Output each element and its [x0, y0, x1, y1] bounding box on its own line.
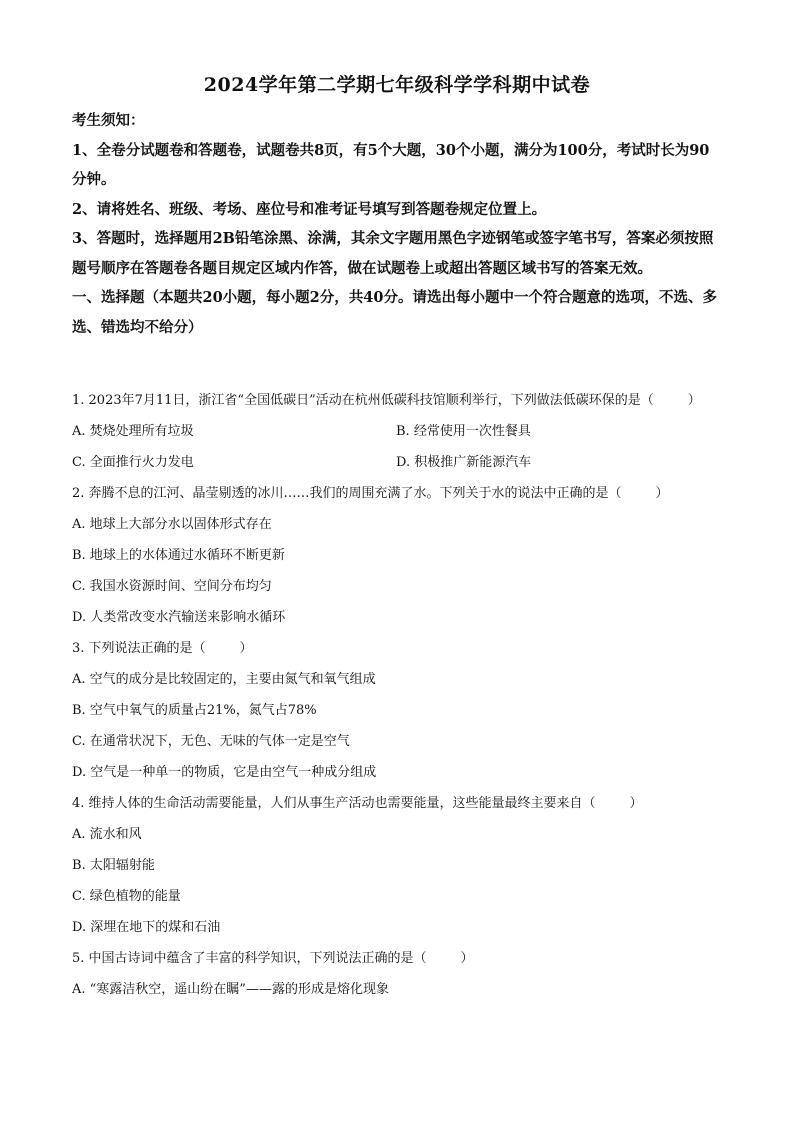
notice-item: 2、请将姓名、班级、考场、座位号和准考证号填写到答题卷规定位置上。	[72, 200, 547, 218]
option: B. 空气中氧气的质量占21%，氮气占78%	[72, 703, 317, 718]
option: B. 经常使用一次性餐具	[396, 424, 531, 439]
option: B. 地球上的水体通过水循环不断更新	[72, 548, 285, 563]
option: C. 绿色植物的能量	[72, 889, 181, 904]
question-list	[72, 385, 732, 1005]
question-stem: 5. 中国古诗词中蕴含了丰富的科学知识，下列说法正确的是（ ）	[72, 951, 474, 966]
option: D. 积极推广新能源汽车	[396, 455, 532, 470]
question-stem: 2. 奔腾不息的江河、晶莹剔透的冰川……我们的周围充满了水。下列关于水的说法中正确的是（ ）	[72, 486, 669, 501]
section-heading: 一、选择题（本题共20小题，每小题2分，共40分。请选出每小题中一个符合题意的选项，不选、多选、错选均不给分）	[72, 289, 717, 336]
notice-item: 1、全卷分试题卷和答题卷，试题卷共8页，有5个大题，30个小题，满分为100分，考试时长为90分钟。	[72, 141, 710, 188]
notice-block	[72, 106, 722, 342]
question-stem: 4. 维持人体的生命活动需要能量，人们从事生产活动也需要能量，这些能量最终主要来自（ ）	[72, 796, 643, 811]
notice-heading: 考生须知：	[72, 112, 145, 129]
option-row	[72, 447, 732, 478]
option: A. 焚烧处理所有垃圾	[72, 424, 194, 439]
option: A. 流水和风	[72, 827, 142, 842]
question-stem: 3. 下列说法正确的是（ ）	[72, 641, 253, 656]
option-row	[72, 416, 732, 447]
option: C. 在通常状况下，无色、无味的气体一定是空气	[72, 734, 350, 749]
option: A. 地球上大部分水以固体形式存在	[72, 517, 272, 532]
page-title: 2024学年第二学期七年级科学学科期中试卷	[203, 74, 591, 96]
option: B. 太阳辐射能	[72, 858, 155, 873]
option: A. 空气的成分是比较固定的，主要由氮气和氧气组成	[72, 672, 376, 687]
option: A. “寒露洁秋空，遥山纷在瞩”——露的形成是熔化现象	[72, 982, 389, 997]
notice-item: 3、答题时，选择题用2B铅笔涂黑、涂满，其余文字题用黑色字迹钢笔或签字笔书写，答案必须按照题号顺序在答题卷各题目规定区域内作答，做在试题卷上或超出答题区域书写的答案无效。	[72, 230, 714, 277]
option: C. 我国水资源时间、空间分布均匀	[72, 579, 272, 594]
option: D. 空气是一种单一的物质，它是由空气一种成分组成	[72, 765, 377, 780]
option: C. 全面推行火力发电	[72, 455, 194, 470]
option: D. 人类常改变水汽输送来影响水循环	[72, 610, 286, 625]
question-stem: 1. 2023年7月11日，浙江省“全国低碳日”活动在杭州低碳科技馆顺利举行，下列做法低碳环保的是（ ）	[72, 393, 701, 408]
option: D. 深埋在地下的煤和石油	[72, 920, 221, 935]
